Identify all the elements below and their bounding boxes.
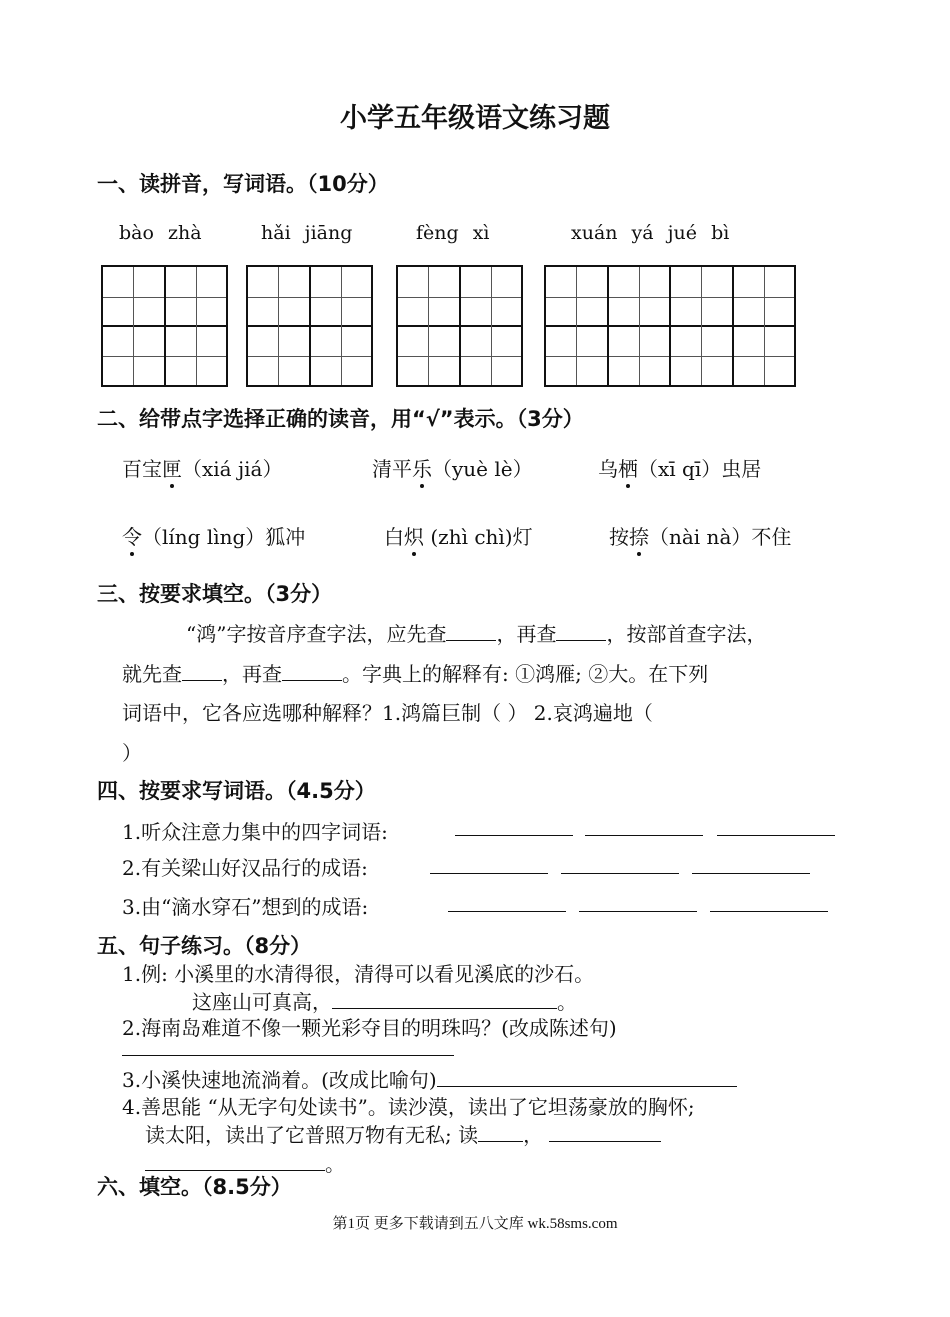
blank-line[interactable] [556, 622, 606, 641]
s4-question-1: 1.听众注意力集中的四字词语: [122, 820, 388, 844]
s3-line-4: ） [122, 741, 142, 765]
pinyin-3: fèng xì [416, 222, 490, 244]
answer-line[interactable] [579, 893, 697, 912]
s5-question-4-line-2: 读太阳，读出了它普照万物有无私; 读 ， [145, 1119, 661, 1148]
section-3-heading: 三、按要求填空。（3分） [97, 582, 333, 606]
blank-line[interactable] [182, 662, 222, 681]
answer-line[interactable] [455, 817, 573, 836]
answer-line[interactable] [478, 1123, 523, 1142]
pinyin-1: bào zhà [119, 222, 202, 244]
section-6-heading: 六、填空。（8.5分） [97, 1175, 292, 1199]
answer-line[interactable] [430, 855, 548, 874]
page-title: 小学五年级语文练习题 [340, 103, 610, 134]
answer-line[interactable] [692, 855, 810, 874]
answer-line[interactable] [710, 893, 828, 912]
reading-item-3: 乌栖（xī qī）虫居 [598, 457, 762, 481]
writing-grid-4[interactable] [544, 265, 796, 387]
dotted-char: 捺 [629, 525, 649, 549]
dotted-char: 栖 [618, 457, 638, 481]
section-4-heading: 四、按要求写词语。（4.5分） [97, 779, 376, 803]
s3-line-2: 就先查 ，再查 。字典上的解释有: ①鸿雁; ②大。在下列 [122, 662, 709, 686]
answer-line[interactable] [585, 817, 703, 836]
section-1-heading: 一、读拼音，写词语。（10分） [97, 172, 389, 196]
page-footer: 第1页 更多下载请到五八文库 wk.58sms.com [332, 1216, 618, 1232]
dotted-char: 匣 [162, 457, 182, 481]
reading-item-4: 令（líng lìng）狐冲 [122, 525, 306, 549]
s5-question-1: 1.例: 小溪里的水清得很，清得可以看见溪底的沙石。 [122, 962, 595, 986]
s5-question-3: 3.小溪快速地流淌着。(改成比喻句) [122, 1064, 737, 1093]
section-2-heading: 二、给带点字选择正确的读音，用“√”表示。（3分） [97, 407, 584, 431]
s5-question-1-prompt: 这座山可真高， 。 [192, 990, 577, 1014]
answer-line[interactable] [549, 1123, 661, 1142]
s4-question-3: 3.由“滴水穿石”想到的成语: [122, 895, 369, 919]
dotted-char: 炽 [404, 525, 424, 549]
reading-item-6: 按捺（nài nà）不住 [609, 525, 792, 549]
writing-grid-2[interactable] [246, 265, 373, 387]
dotted-char: 令 [122, 525, 142, 549]
s5-question-4-line-3: 。 [145, 1148, 345, 1177]
answer-line[interactable] [437, 1068, 737, 1087]
answer-line[interactable] [145, 1152, 325, 1171]
answer-line[interactable] [332, 990, 557, 1009]
answer-line[interactable] [717, 817, 835, 836]
pinyin-4: xuán yá jué bì [571, 222, 730, 244]
s3-line-3: 词语中，它各应选哪种解释？1.鸿篇巨制（ ） 2.哀鸿遍地（ [122, 701, 653, 725]
s5-question-2: 2.海南岛难道不像一颗光彩夺目的明珠吗？(改成陈述句) [122, 1016, 617, 1040]
writing-grid-1[interactable] [101, 265, 228, 387]
writing-grid-3[interactable] [396, 265, 523, 387]
reading-item-1: 百宝匣（xiá jiá） [122, 457, 283, 481]
s3-line-1: “鸿”字按音序查字法，应先查 ，再查 ，按部首查字法， [186, 622, 767, 646]
blank-line[interactable] [282, 662, 342, 681]
reading-item-2: 清平乐（yuè lè） [372, 457, 533, 481]
answer-line[interactable] [122, 1037, 454, 1056]
answer-line[interactable] [561, 855, 679, 874]
section-5-heading: 五、句子练习。（8分） [97, 934, 312, 958]
answer-line[interactable] [448, 893, 566, 912]
s4-question-2: 2.有关梁山好汉品行的成语: [122, 856, 368, 880]
s5-question-4: 4.善思能 “从无字句处读书”。读沙漠，读出了它坦荡豪放的胸怀; [122, 1095, 695, 1119]
pinyin-2: hǎi jiāng [261, 222, 353, 244]
blank-line[interactable] [446, 622, 496, 641]
dotted-char: 乐 [412, 457, 432, 481]
reading-item-5: 白炽 (zhì chì)灯 [384, 525, 533, 549]
